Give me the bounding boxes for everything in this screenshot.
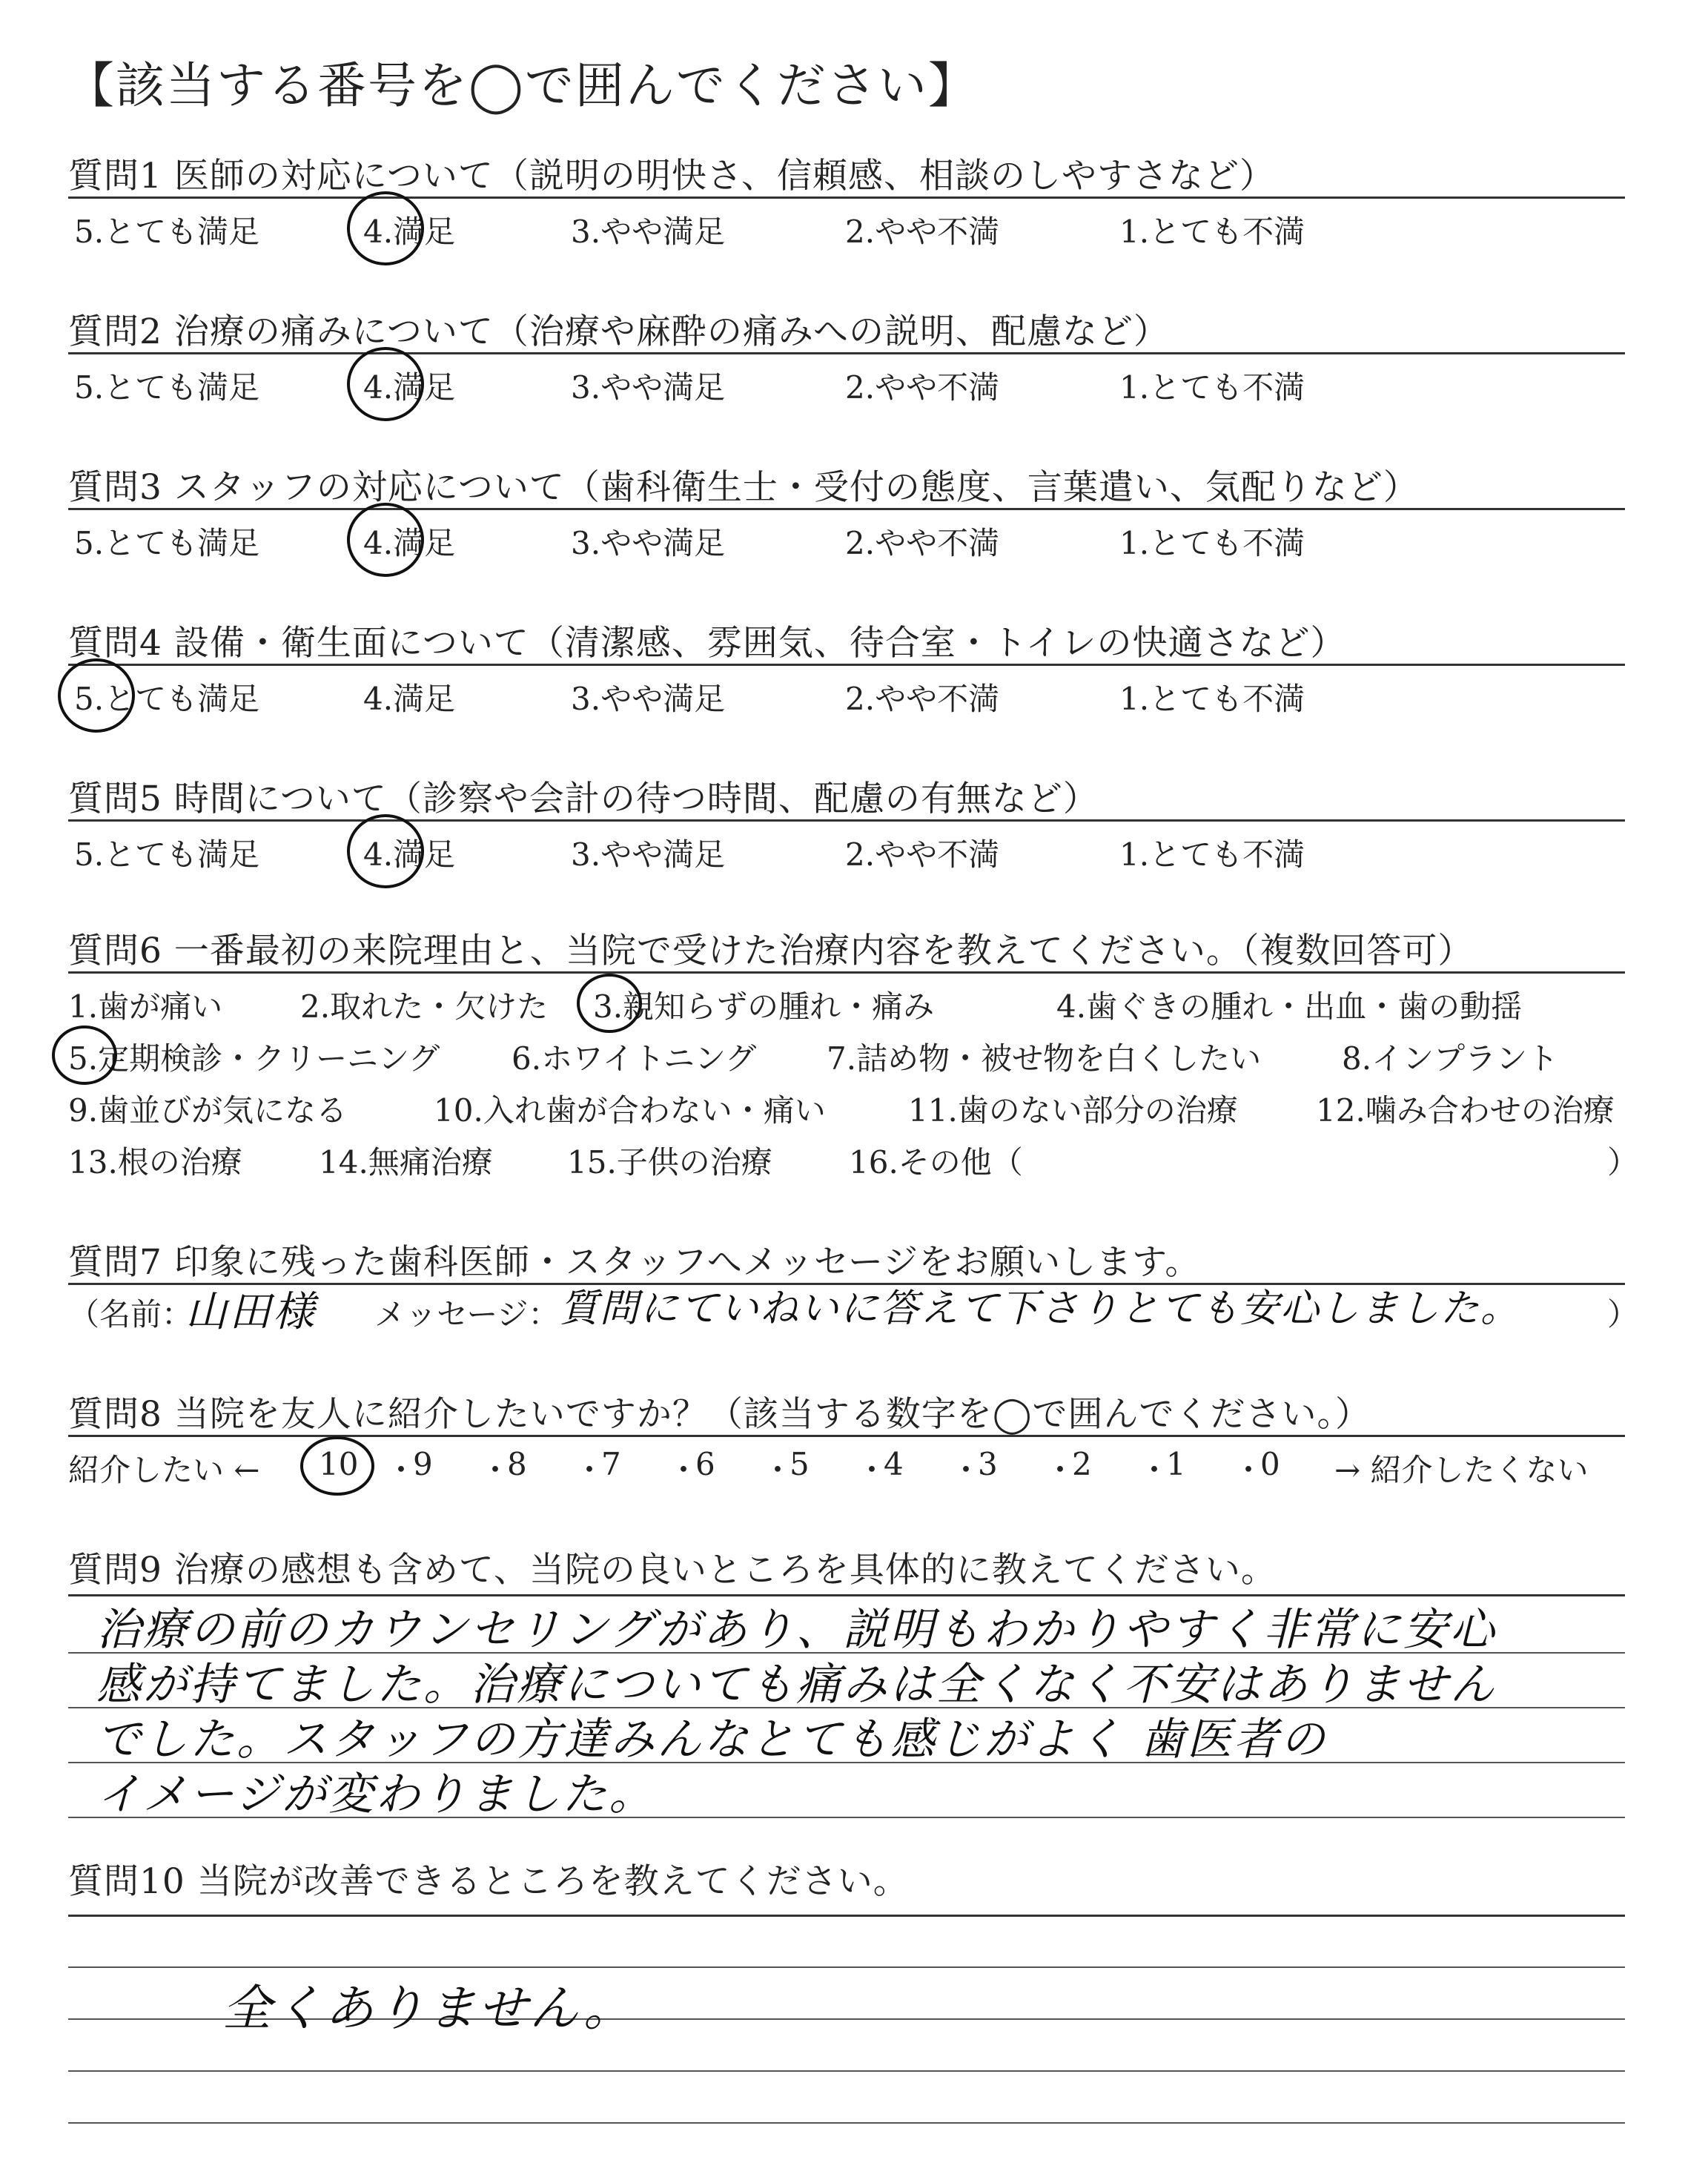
q3-option-3[interactable]: 3.やや満足 [571, 525, 726, 561]
q5-option-5[interactable]: 5.とても満足 [74, 836, 260, 873]
q6-option[interactable]: 5.定期検診・クリーニング [68, 1040, 440, 1077]
q8-scale-value[interactable]: 2 [1072, 1446, 1092, 1482]
q8-scale-separator: ・ [856, 1452, 888, 1488]
q6-option[interactable]: 15.子供の治療 [567, 1144, 772, 1180]
q8-scale-value[interactable]: 7 [601, 1446, 621, 1482]
q8-scale-value[interactable]: 4 [884, 1446, 904, 1482]
page-title: 【該当する番号を◯で囲んでください】 [65, 57, 979, 114]
q8-scale-separator: ・ [1045, 1452, 1076, 1488]
q5-option-2[interactable]: 2.やや不満 [845, 836, 1000, 873]
q6-title: 質問6 一番最初の来院理由と、当院で受けた治療内容を教えてください。（複数回答可） [68, 931, 1474, 971]
q1-option-1[interactable]: 1.とても不満 [1119, 214, 1305, 250]
q8-scale-separator: ・ [762, 1452, 794, 1488]
q5-rule [68, 819, 1625, 822]
q2-option-5[interactable]: 5.とても満足 [74, 369, 260, 406]
q8-scale-value[interactable]: 3 [978, 1446, 998, 1482]
q4-option-5[interactable]: 5.とても満足 [74, 681, 260, 717]
q8-scale-separator: ・ [668, 1452, 700, 1488]
q4-option-1[interactable]: 1.とても不満 [1119, 681, 1305, 717]
q7-message-value: 質問にていねいに答えて下さりとても安心しました。 [560, 1287, 1521, 1331]
q2-option-4[interactable]: 4.満足 [363, 369, 456, 406]
q1-title: 質問1 医師の対応について（説明の明快さ、信頼感、相談のしやすさなど） [68, 156, 1276, 196]
q3-option-2[interactable]: 2.やや不満 [845, 525, 1000, 561]
q8-scale-separator: ・ [385, 1452, 417, 1488]
q8-scale-separator: ・ [950, 1452, 982, 1488]
q5-title: 質問5 時間について（診察や会計の待つ時間、配慮の有無など） [68, 779, 1099, 819]
q6-option[interactable]: 2.取れた・欠けた [300, 988, 549, 1025]
q2-rule [68, 352, 1625, 354]
q8-right-label: → 紹介したくない [1334, 1452, 1589, 1488]
q4-option-2[interactable]: 2.やや不満 [845, 681, 1000, 717]
q6-option[interactable]: 14.無痛治療 [319, 1144, 493, 1180]
q9-answer-line: イメージが変わりました。 [96, 1768, 656, 1820]
q7-name-value: 山田様 [185, 1288, 317, 1336]
q8-scale-value[interactable]: 1 [1166, 1446, 1186, 1482]
q8-scale-separator: ・ [1233, 1452, 1265, 1488]
q3-option-1[interactable]: 1.とても不満 [1119, 525, 1305, 561]
q8-left-label: 紹介したい ← [68, 1452, 260, 1488]
q6-close-paren: ） [1607, 1144, 1639, 1180]
q6-option[interactable]: 12.噛み合わせの治療 [1316, 1092, 1615, 1129]
q1-rule [68, 196, 1625, 199]
q3-option-4[interactable]: 4.満足 [363, 525, 456, 561]
q8-title: 質問8 当院を友人に紹介したいですか？（該当する数字を◯で囲んでください。） [68, 1394, 1371, 1435]
q9-title: 質問9 治療の感想も含めて、当院の良いところを具体的に教えてください。 [68, 1550, 1277, 1591]
q6-option[interactable]: 1.歯が痛い [68, 988, 223, 1025]
q8-scale-value[interactable]: 9 [413, 1446, 433, 1482]
q10-rule-2 [68, 1966, 1625, 1968]
q8-scale-value[interactable]: 8 [507, 1446, 527, 1482]
q8-scale-separator: ・ [480, 1452, 512, 1488]
q6-option[interactable]: 10.入れ歯が合わない・痛い [434, 1092, 826, 1129]
q2-option-3[interactable]: 3.やや満足 [571, 369, 726, 406]
q3-option-5[interactable]: 5.とても満足 [74, 525, 260, 561]
q6-option[interactable]: 11.歯のない部分の治療 [908, 1092, 1238, 1129]
q6-option[interactable]: 7.詰め物・被せ物を白くしたい [827, 1040, 1262, 1077]
q7-name-label: （名前： [68, 1296, 193, 1332]
q9-answer-line: 治療の前のカウンセリングがあり、説明もわかりやすく非常に安心 [96, 1604, 1497, 1656]
q10-rule-1 [68, 1915, 1625, 1917]
q10-rule-4 [68, 2070, 1625, 2072]
q9-answer-line: でした。スタッフの方達みんなとても感じがよく 歯医者の [96, 1714, 1328, 1766]
q8-scale-value[interactable]: 6 [695, 1446, 715, 1482]
q6-option[interactable]: 8.インプラント [1342, 1040, 1559, 1077]
q3-rule [68, 508, 1625, 510]
q10-answer: 全くありません。 [222, 1980, 635, 2037]
q1-option-4[interactable]: 4.満足 [363, 214, 456, 250]
q1-option-2[interactable]: 2.やや不満 [845, 214, 1000, 250]
q7-message-label: メッセージ： [374, 1296, 560, 1332]
q9-answer-line: 感が持てました。治療についても痛みは全くなく不安はありません [96, 1659, 1497, 1711]
q4-option-4[interactable]: 4.満足 [363, 681, 456, 717]
q10-title: 質問10 当院が改善できるところを教えてください。 [68, 1861, 909, 1902]
q8-scale-value[interactable]: 10 [319, 1446, 359, 1482]
q5-option-1[interactable]: 1.とても不満 [1119, 836, 1305, 873]
q6-option[interactable]: 3.親知らずの腫れ・痛み [593, 988, 935, 1025]
q6-option[interactable]: 13.根の治療 [68, 1144, 242, 1180]
q7-close-paren: ） [1607, 1296, 1639, 1332]
q8-scale-value[interactable]: 0 [1260, 1446, 1280, 1482]
q4-title: 質問4 設備・衛生面について（清潔感、雰囲気、待合室・トイレの快適さなど） [68, 623, 1346, 664]
q2-option-1[interactable]: 1.とても不満 [1119, 369, 1305, 406]
q7-title: 質問7 印象に残った歯科医師・スタッフへメッセージをお願いします。 [68, 1242, 1201, 1283]
q8-scale-separator: ・ [1139, 1452, 1171, 1488]
q8-rule [68, 1435, 1625, 1437]
q8-scale-separator: ・ [574, 1452, 606, 1488]
q3-title: 質問3 スタッフの対応について（歯科衛生士・受付の態度、言葉遣い、気配りなど） [68, 467, 1419, 508]
q2-title: 質問2 治療の痛みについて（治療や麻酔の痛みへの説明、配慮など） [68, 311, 1169, 352]
q10-rule-5 [68, 2122, 1625, 2124]
q6-option[interactable]: 16.その他（ [849, 1144, 1023, 1180]
q1-option-3[interactable]: 3.やや満足 [571, 214, 726, 250]
q4-option-3[interactable]: 3.やや満足 [571, 681, 726, 717]
q8-scale-value[interactable]: 5 [790, 1446, 810, 1482]
q6-option[interactable]: 6.ホワイトニング [512, 1040, 757, 1077]
q6-option[interactable]: 4.歯ぐきの腫れ・出血・歯の動揺 [1056, 988, 1523, 1025]
q6-rule [68, 971, 1625, 974]
q6-option[interactable]: 9.歯並びが気になる [68, 1092, 348, 1129]
q5-option-4[interactable]: 4.満足 [363, 836, 456, 873]
q1-option-5[interactable]: 5.とても満足 [74, 214, 260, 250]
q5-option-3[interactable]: 3.やや満足 [571, 836, 726, 873]
q2-option-2[interactable]: 2.やや不満 [845, 369, 1000, 406]
q4-rule [68, 664, 1625, 666]
